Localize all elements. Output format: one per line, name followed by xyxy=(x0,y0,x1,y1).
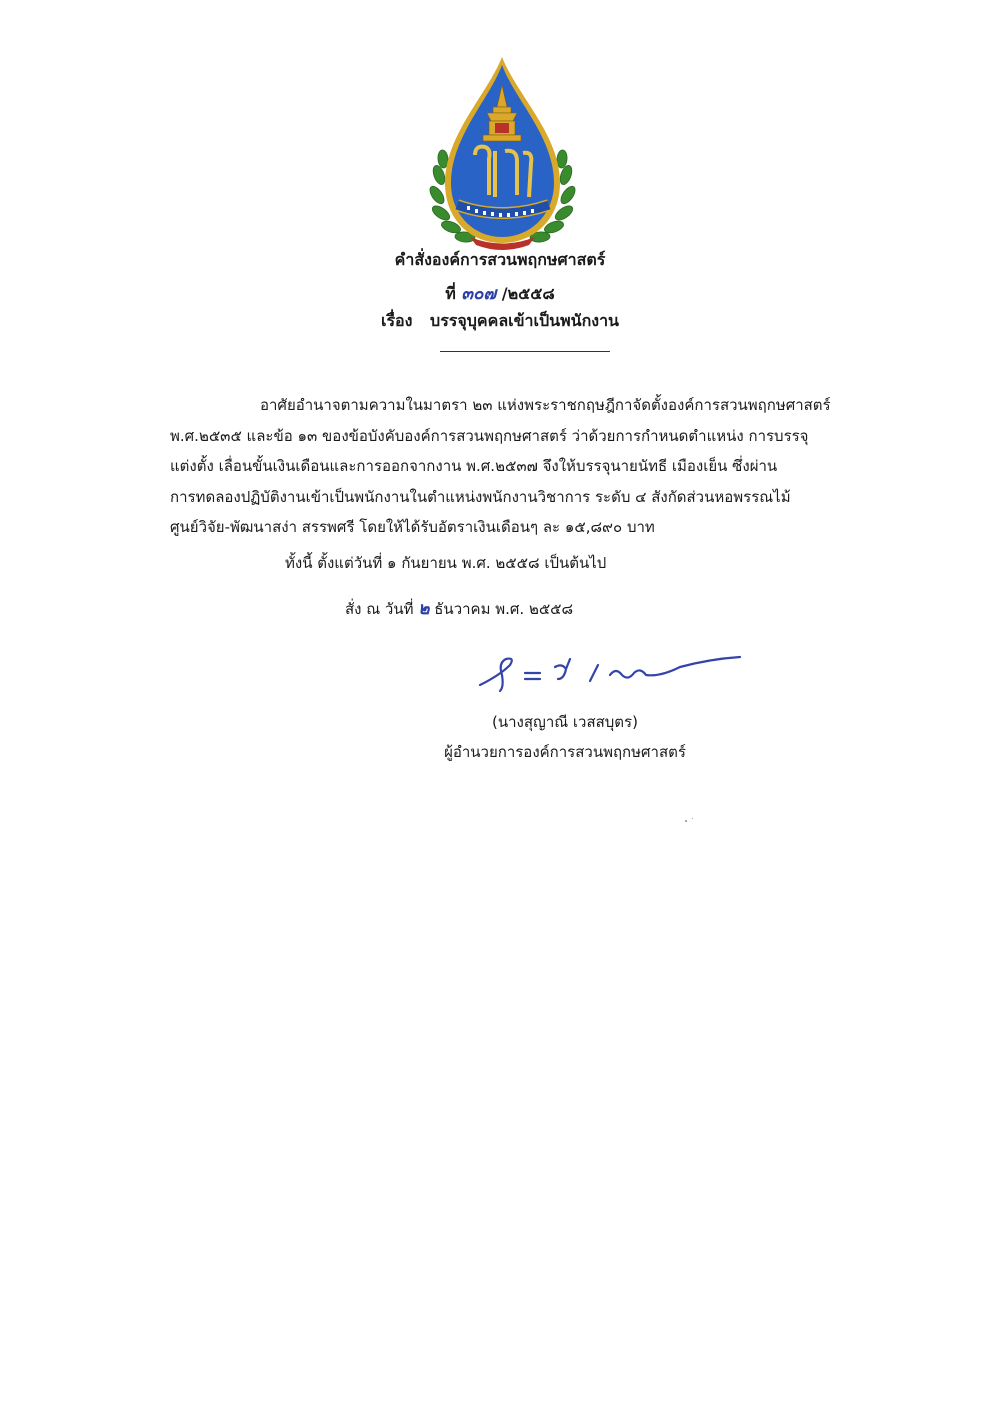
organization-emblem-icon xyxy=(425,55,580,250)
handwritten-signature xyxy=(470,645,750,695)
body-line-2: พ.ศ.๒๕๓๕ และข้อ ๑๓ ของข้อบังคับองค์การสวนพฤกษศาสตร์ ว่าด้วยการกำหนดตำแหน่ง การบรรจุ xyxy=(170,426,809,445)
body-line-5: ศูนย์วิจัย-พัฒนาสง่า สรรพศรี โดยให้ได้รับอัตราเงินเดือนๆ ละ ๑๕,๘๙๐ บาท xyxy=(170,518,655,536)
header-divider xyxy=(440,351,610,352)
effective-date: ทั้งนี้ ตั้งแต่วันที่ ๑ กันยายน พ.ศ. ๒๕๕๘ เป็นต้นไป xyxy=(285,554,607,572)
order-title: คำสั่งองค์การสวนพฤกษศาสตร์ xyxy=(394,250,606,269)
body-line-1: อาศัยอำนาจตามความในมาตรา ๒๓ แห่งพระราชกฤษฎีกาจัดตั้งองค์การสวนพฤกษศาสตร์ xyxy=(260,396,831,414)
order-number-year: /๒๕๕๘ xyxy=(501,284,555,303)
scan-speck xyxy=(692,818,693,819)
order-body xyxy=(170,390,890,543)
order-date xyxy=(345,595,573,622)
order-date-day-handwritten: ๒ xyxy=(418,599,430,619)
body-line-4: การทดลองปฏิบัติงานเข้าเป็นพนักงานในตำแหน่งพนักงานวิชาการ ระดับ ๔ สังกัดส่วนหอพรรณไม้ xyxy=(170,487,791,506)
scan-speck xyxy=(685,820,687,822)
signer-name: (นางสุญาณี เวสสบุตร) xyxy=(492,713,638,731)
body-line-3: แต่งตั้ง เลื่อนขั้นเงินเดือนและการออกจากงาน พ.ศ.๒๕๓๗ จึงให้บรรจุนายนัทธี เมืองเย็น ซึ่งผ่าน xyxy=(170,457,778,475)
subject-text: บรรจุบุคคลเข้าเป็นพนักงาน xyxy=(430,311,619,330)
order-number-prefix: ที่ xyxy=(445,284,456,303)
order-number xyxy=(0,280,1000,307)
subject-label: เรื่อง xyxy=(380,311,413,330)
order-date-suffix: ธันวาคม พ.ศ. ๒๕๕๘ xyxy=(434,600,574,618)
order-date-prefix: สั่ง ณ วันที่ xyxy=(345,600,414,618)
order-number-handwritten: ๓๐๗ xyxy=(461,284,497,304)
signer-position: ผู้อำนวยการองค์การสวนพฤกษศาสตร์ xyxy=(444,743,686,761)
order-subject xyxy=(0,309,1000,334)
